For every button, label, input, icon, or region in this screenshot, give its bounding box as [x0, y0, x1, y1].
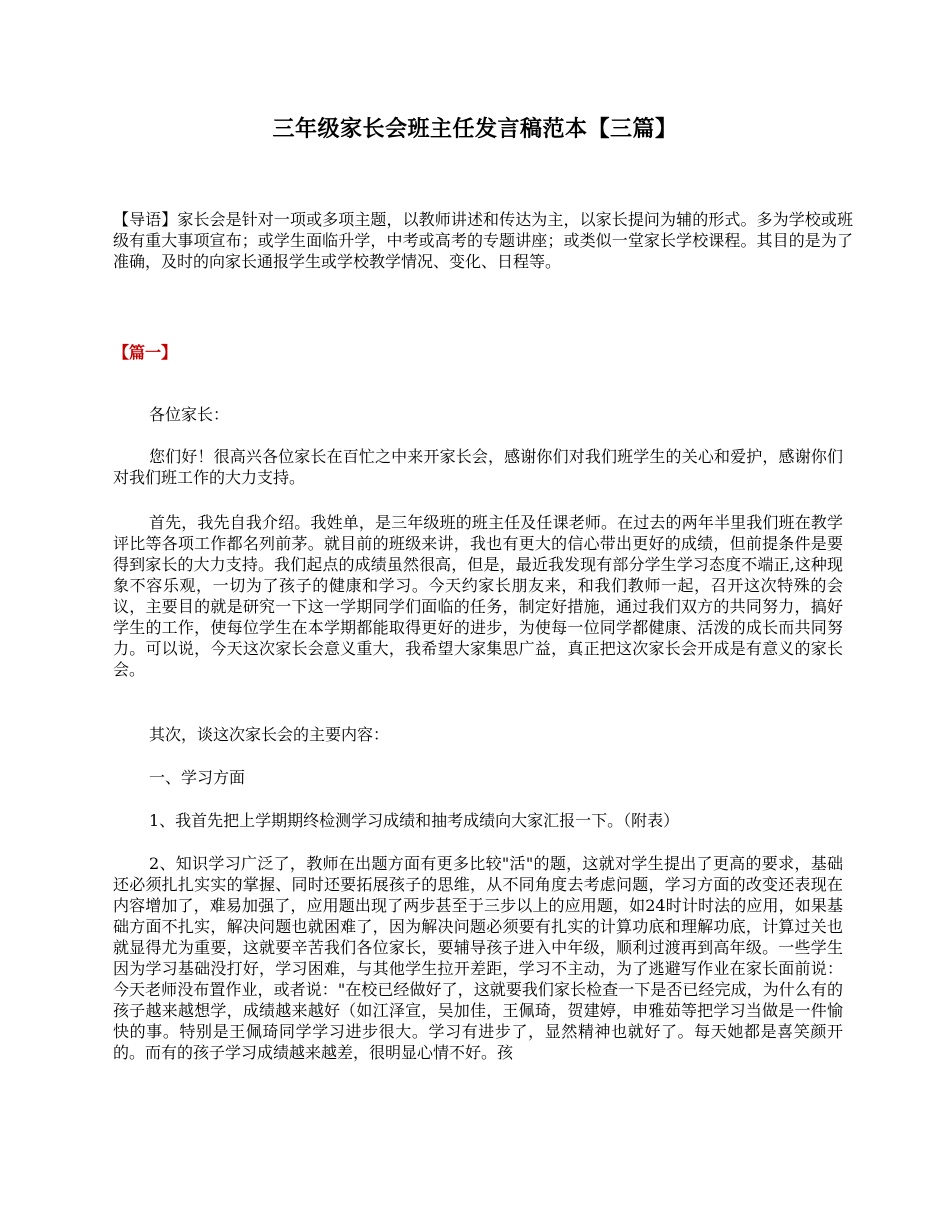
- study-heading-paragraph: 一、学习方面: [149, 768, 246, 787]
- document-title: 三年级家长会班主任发言稿范本【三篇】: [272, 116, 678, 142]
- section-heading: 【篇一】: [113, 343, 178, 362]
- salutation-paragraph: 各位家长：: [149, 405, 230, 424]
- greeting-paragraph: 您们好！很高兴各位家长在百忙之中来开家长会，感谢你们对我们班学生的关心和爱护，感谢你们对我们班工作的大力支持。: [113, 447, 843, 487]
- intro-paragraph: 【导语】家长会是针对一项或多项主题，以教师讲述和传达为主，以家长提问为辅的形式。多为学校或班级有重大事项宣布；或学生面临升学，中考或高考的专题讲座；或类似一堂家长学校课程。其目的是为了准确，及时的向家长通报学生或学校教学情况、变化、日程等。: [113, 210, 853, 271]
- self-introduction-paragraph: 首先，我先自我介绍。我姓单，是三年级班的班主任及任课老师。在过去的两年半里我们班在教学评比等各项工作都名列前茅。就目前的班级来讲，我也有更大的信心带出更好的成绩，但前提条件是要得到家长的大力支持。我们起点的成绩虽然很高，但是，最近我发现有部分学生学习态度不端正,这种现象不容乐观，一切为了孩子的健康和学习。今天约家长朋友来，和我们教师一起，召开这次特殊的会议，主要目的就是研究一下这一学期同学们面临的任务，制定好措施，通过我们双方的共同努力，搞好学生的工作，使每位学生在本学期都能取得更好的进步，为使每一位同学都健康、活泼的成长而共同努力。可以说，今天这次家长会意义重大，我希望大家集思广益，真正把这次家长会开成是有意义的家长会。: [113, 513, 843, 679]
- study-item-1-paragraph: 1、我首先把上学期期终检测学习成绩和抽考成绩向大家汇报一下。（附表）: [149, 811, 680, 830]
- study-item-2-paragraph: 2、知识学习广泛了，教师在出题方面有更多比较"活"的题，这就对学生提出了更高的要求，基础还必须扎扎实实的掌握、同时还要拓展孩子的思维，从不同角度去考虑问题，学习方面的改变还表现在内容增加了，难易加强了，应用题出现了两步甚至于三步以上的应用题，如24时计时法的应用，如果基础方面不扎实，解决问题也就困难了，因为解决问题必须要有扎实的计算功底和理解功底，计算过关也就显得尤为重要，这就要辛苦我们各位家长，要辅导孩子进入中年级，顺利过渡再到高年级。一些学生因为学习基础没打好，学习困难，与其他学生拉开差距，学习不主动，为了逃避写作业在家长面前说：今天老师没布置作业，或者说："在校已经做好了，这就要我们家长检查一下是否已经完成，为什么有的孩子越来越想学，成绩越来越好（如江泽宣，吴加佳，王佩琦，贺建婷，申雅茹等把学习当做是一件愉快的事。特别是王佩琦同学学习进步很大。学习有进步了，显然精神也就好了。每天她都是喜笑颜开的。而有的孩子学习成绩越来越差，很明显心情不好。孩: [113, 854, 843, 1062]
- agenda-intro-paragraph: 其次，谈这次家长会的主要内容：: [149, 725, 390, 744]
